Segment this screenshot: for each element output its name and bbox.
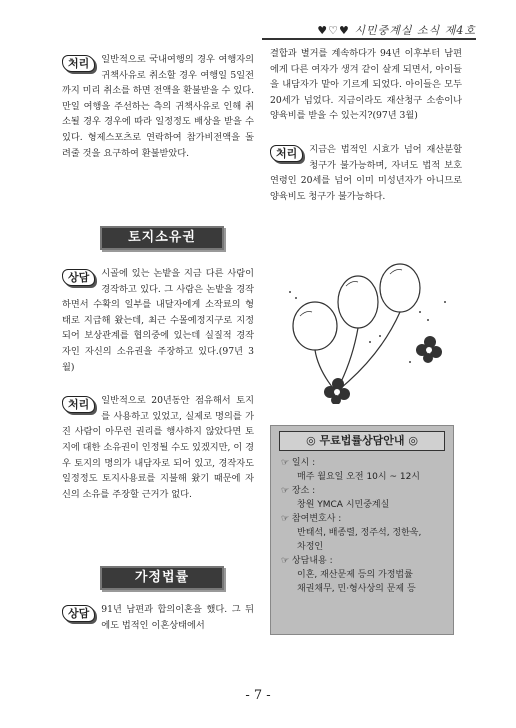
balloon-left [293, 302, 337, 350]
consult-tag: 상담 [62, 269, 95, 286]
header-rule [262, 38, 476, 40]
page-number: - 7 - [245, 688, 271, 703]
left-column-family [62, 602, 254, 633]
consult-text: 91년 남편과 합의이혼을 했다. 그 뒤에도 법적인 이혼상태에서 [101, 604, 254, 631]
answer-paragraph-travel [62, 52, 254, 161]
heart-decoration: ♥♡♥ [317, 24, 350, 37]
section-heading-family: 가정법률 [100, 566, 224, 590]
balloon-center [338, 276, 378, 328]
answer-text: 일반적으로 국내여행의 경우 여행자의 귀책사유로 취소할 경우 여행일 5일전까지 미리 취소를 하면 전액을 환불받을 수 있다. 만일 여행을 주선하는 측의 귀책사유로 인해 취소될 경우 경우에 따라 일정정도 배상을 받을 수 있다. 형제스포츠로 연락하여 참가비전액을 돌려줄 것을 요구하여 환불받았다. [62, 54, 254, 159]
answer-text: 일반적으로 20년동안 점유해서 토지를 사용하고 있었고, 실제로 명의를 가진 사람이 아무런 권리를 행사하지 않았다면 토지에 대한 소유권이 인정될 수도 있겠지만, 이 경우 토지의 명의가 내담자로 되어 있고, 경작자도 일정정도 토지사용료를 지불해 왔기 때문에 자신의 소유를 주장할 근거가 없다. [62, 395, 254, 500]
answer-tag: 처리 [62, 55, 95, 72]
notice-row: 매주 월요일 오전 10시 ~ 12시 [297, 472, 420, 482]
answer-tag: 처리 [270, 145, 303, 162]
notice-row: 이혼, 재산문제 등의 가정법률 [297, 570, 413, 580]
answer-paragraph-land [62, 393, 254, 502]
section-heading-land: 토지소유권 [100, 226, 224, 250]
answer-tag: 처리 [62, 396, 95, 413]
notice-row: ☞ 장소 : [281, 486, 316, 496]
notice-row: 창원 YMCA 시민중계실 [297, 500, 390, 510]
notice-row: 차정인 [297, 542, 324, 552]
answer-paragraph-family [270, 142, 462, 204]
right-column [270, 46, 462, 204]
balloons-illustration [270, 262, 470, 404]
notice-row: 채권채무, 민·형사상의 문제 등 [297, 584, 416, 594]
notice-title: ◎ 무료법률상담안내 ◎ [279, 431, 445, 451]
left-column [62, 52, 254, 161]
consult-text: 시골에 있는 논밭을 지금 다른 사람이 경작하고 있다. 그 사람은 논밭을 경작하면서 수확의 일부를 내달자에게 소작료의 형태로 지급해 왔는데, 최근 수몰예정지구로 지정되어 보상관계를 협의중에 있는데 실질적 경작자인 자신의 소유권을 주장하고 있다.(97년 3월) [62, 268, 254, 373]
consult-paragraph-land [62, 266, 254, 375]
balloon-right [380, 264, 420, 312]
consult-paragraph-family [62, 602, 254, 633]
free-legal-consult-notice [270, 425, 454, 635]
newsletter-title: 시민중계실 소식 제4호 [354, 24, 476, 37]
consult-tag: 상담 [62, 605, 95, 622]
page-header [317, 22, 476, 38]
flower-decoration [324, 336, 442, 404]
notice-row: ☞ 참여변호사 : [281, 514, 342, 524]
notice-row: 반태석, 배종렬, 정주석, 정한욱, [297, 528, 422, 538]
left-column-land [62, 266, 254, 502]
answer-text: 지금은 법적인 시효가 넘어 재산분할 청구가 불가능하며, 자녀도 법적 보호연령인 20세를 넘어 이미 미성년자가 아니므로 양육비도 청구가 불가능하다. [270, 143, 462, 202]
notice-row: ☞ 일시 : [281, 458, 316, 468]
consult-continued: 결합과 별거를 계속하다가 94년 이후부터 남편에게 다른 여자가 생겨 같이 살게 되면서, 아이들을 내담자가 맡아 기르게 되었다. 아이들은 모두 20세가 넘었다. 지금이라도 재산청구 소송이나 양육비를 받을 수 있는지?(97년 3월) [270, 48, 462, 122]
notice-row: ☞ 상담내용 : [281, 556, 333, 566]
